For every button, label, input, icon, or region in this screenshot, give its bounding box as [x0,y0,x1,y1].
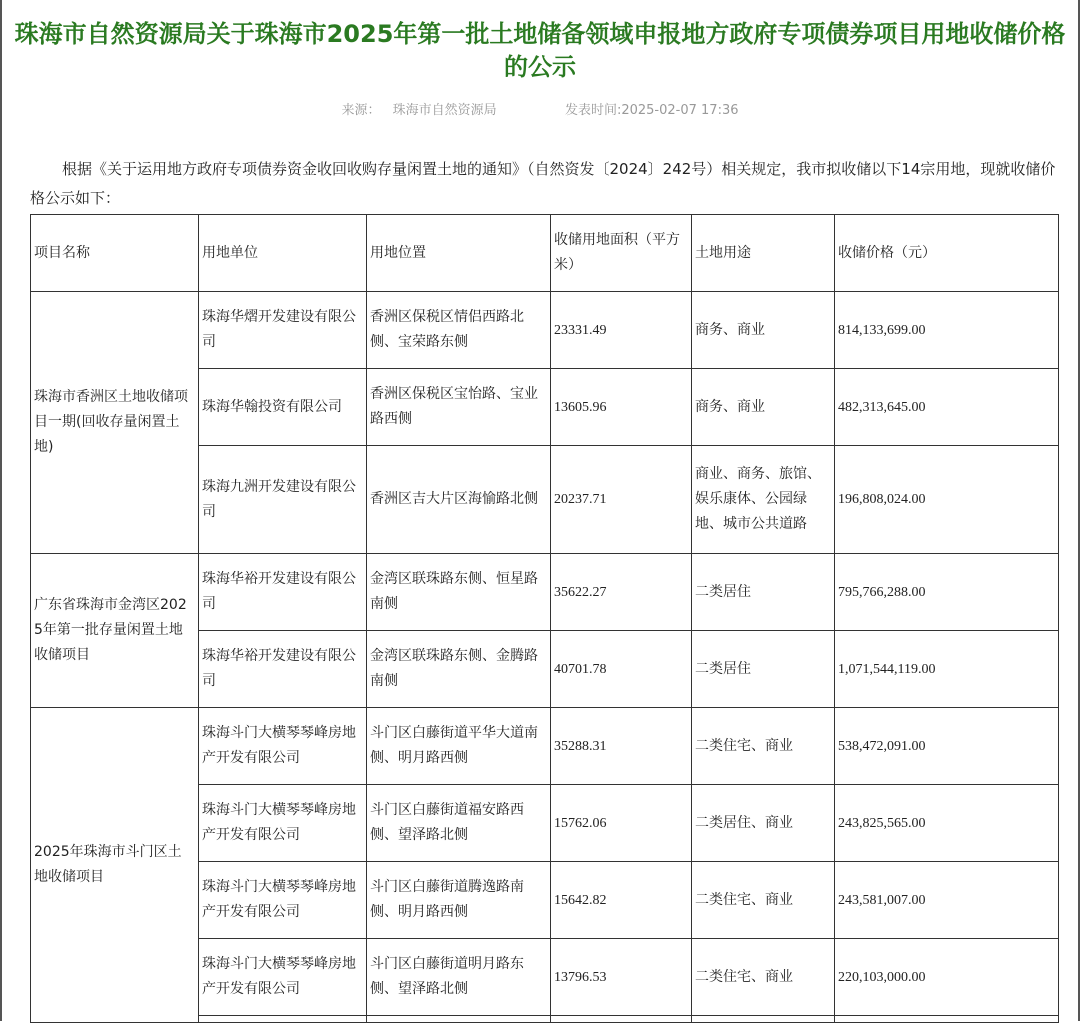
source-value: 珠海市自然资源局 [392,103,497,118]
table-header-row [31,215,1059,292]
project-name-cell: 珠海市香洲区土地收储项目一期(回收存量闲置土地) [31,292,199,554]
empty-cell [367,1016,551,1023]
empty-cell [551,1016,692,1023]
price-cell: 482,313,645.00 [835,369,1059,446]
source-label: 来源： [341,103,381,118]
location-cell: 香洲区保税区情侣西路北侧、宝荣路东侧 [367,292,551,369]
use-cell: 二类住宅、商业 [692,862,835,939]
header-unit: 用地单位 [199,215,367,292]
area-cell: 40701.78 [551,631,692,708]
land-table [30,214,1059,1023]
use-cell: 商务、商业 [692,292,835,369]
use-cell: 二类居住、商业 [692,785,835,862]
empty-cell [199,1016,367,1023]
time-value: 2025-02-07 17:36 [621,103,739,118]
header-price: 收储价格（元） [835,215,1059,292]
use-cell: 二类居住 [692,554,835,631]
unit-cell: 珠海斗门大横琴琴峰房地产开发有限公司 [199,785,367,862]
header-project: 项目名称 [31,215,199,292]
area-cell: 35288.31 [551,708,692,785]
use-cell: 二类居住 [692,631,835,708]
project-name-cell: 广东省珠海市金湾区2025年第一批存量闲置土地收储项目 [31,554,199,708]
price-cell: 814,133,699.00 [835,292,1059,369]
price-cell: 196,808,024.00 [835,446,1059,554]
table-row [31,708,1059,785]
location-cell: 斗门区白藤街道福安路西侧、望泽路北侧 [367,785,551,862]
page-title: 珠海市自然资源局关于珠海市2025年第一批土地储备领域申报地方政府专项债券项目用地收储价格的公示 [14,20,1066,81]
use-cell: 商务、商业 [692,369,835,446]
unit-cell: 珠海九洲开发建设有限公司 [199,446,367,554]
table-row [31,554,1059,631]
empty-cell [835,1016,1059,1023]
unit-cell: 珠海华翰投资有限公司 [199,369,367,446]
location-cell: 斗门区白藤街道平华大道南侧、明月路西侧 [367,708,551,785]
time-label: 发表时间: [564,103,622,118]
use-cell: 二类住宅、商业 [692,708,835,785]
intro-paragraph: 根据《关于运用地方政府专项债券资金收回收购存量闲置土地的通知》（自然资发〔2024〕242号）相关规定，我市拟收储以下14宗用地，现就收储价格公示如下： [30,160,1056,207]
location-cell: 斗门区白藤街道腾逸路南侧、明月路西侧 [367,862,551,939]
article-meta [2,99,1078,118]
header-use: 土地用途 [692,215,835,292]
location-cell: 金湾区联珠路东侧、金腾路南侧 [367,631,551,708]
unit-cell: 珠海华裕开发建设有限公司 [199,631,367,708]
price-cell: 220,103,000.00 [835,939,1059,1016]
unit-cell: 珠海斗门大横琴琴峰房地产开发有限公司 [199,862,367,939]
location-cell: 金湾区联珠路东侧、恒星路南侧 [367,554,551,631]
area-cell: 35622.27 [551,554,692,631]
area-cell: 15642.82 [551,862,692,939]
use-cell: 二类住宅、商业 [692,939,835,1016]
price-cell: 795,766,288.00 [835,554,1059,631]
use-cell: 商业、商务、旅馆、娱乐康体、公园绿地、城市公共道路 [692,446,835,554]
area-cell: 13605.96 [551,369,692,446]
table-row [31,292,1059,369]
area-cell: 23331.49 [551,292,692,369]
unit-cell: 珠海华裕开发建设有限公司 [199,554,367,631]
empty-cell [692,1016,835,1023]
header-area: 收储用地面积（平方米） [551,215,692,292]
location-cell: 香洲区吉大片区海愉路北侧 [367,446,551,554]
unit-cell: 珠海华熠开发建设有限公司 [199,292,367,369]
price-cell: 243,581,007.00 [835,862,1059,939]
location-cell: 香洲区保税区宝怡路、宝业路西侧 [367,369,551,446]
area-cell: 13796.53 [551,939,692,1016]
price-cell: 538,472,091.00 [835,708,1059,785]
location-cell: 斗门区白藤街道明月路东侧、望泽路北侧 [367,939,551,1016]
area-cell: 15762.06 [551,785,692,862]
header-location: 用地位置 [367,215,551,292]
unit-cell: 珠海斗门大横琴琴峰房地产开发有限公司 [199,939,367,1016]
area-cell: 20237.71 [551,446,692,554]
project-name-cell: 2025年珠海市斗门区土地收储项目 [31,708,199,1023]
price-cell: 1,071,544,119.00 [835,631,1059,708]
unit-cell: 珠海斗门大横琴琴峰房地产开发有限公司 [199,708,367,785]
price-cell: 243,825,565.00 [835,785,1059,862]
